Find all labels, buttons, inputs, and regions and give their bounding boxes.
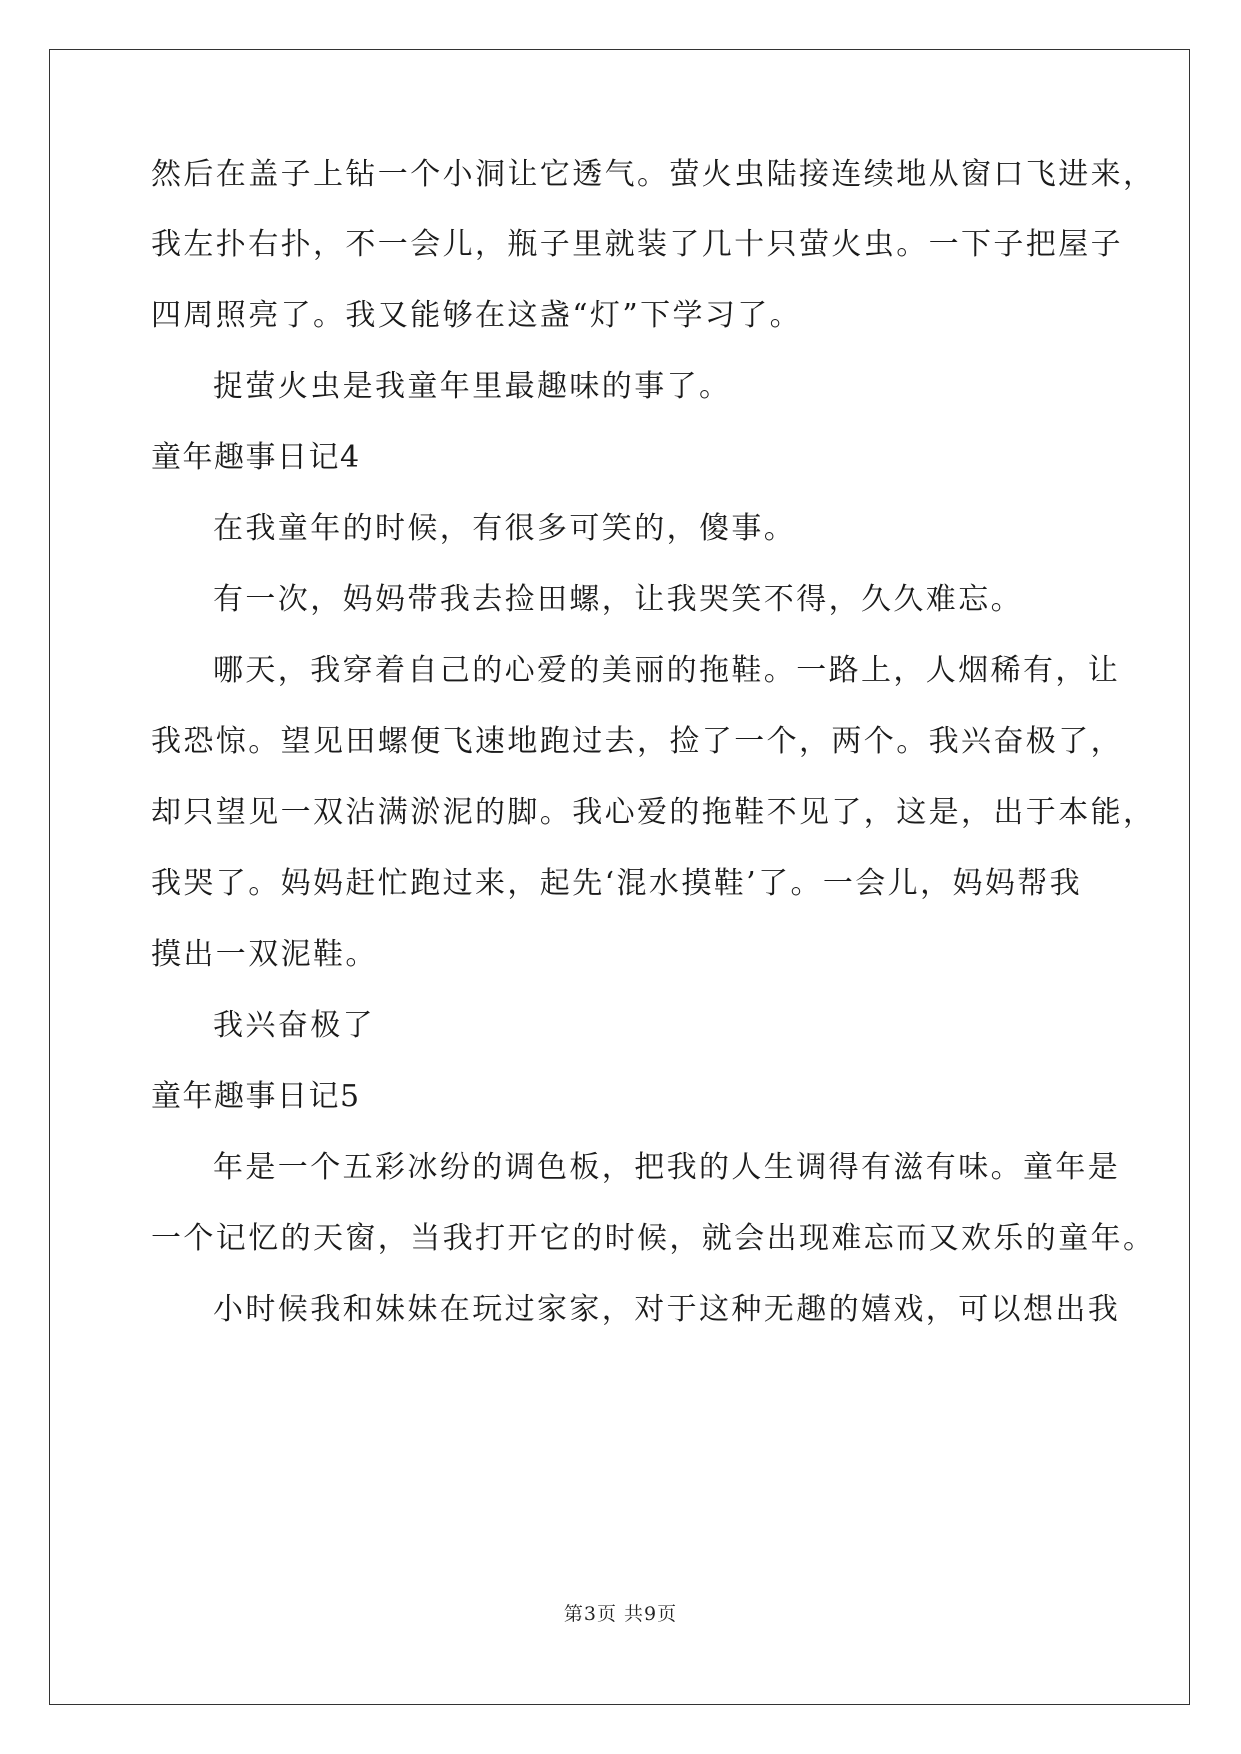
paragraph-line: 却只望见一双沾满淤泥的脚。我心爱的拖鞋不见了，这是，出于本能， — [151, 795, 1156, 830]
paragraph-line: 捉萤火虫是我童年里最趣味的事了。 — [213, 369, 732, 404]
paragraph-line: 我哭了。妈妈赶忙跑过来，起先‘混水摸鞋’了。一会儿，妈妈帮我 — [151, 866, 1083, 901]
paragraph-line: 我兴奋极了 — [213, 1008, 375, 1043]
paragraph-line: 年是一个五彩冰纷的调色板，把我的人生调得有滋有味。童年是 — [213, 1150, 1121, 1185]
paragraph-line: 小时候我和妹妹在玩过家家，对于这种无趣的嬉戏，可以想出我 — [213, 1292, 1121, 1327]
paragraph-line: 四周照亮了。我又能够在这盏“灯”下学习了。 — [151, 298, 803, 333]
paragraph-line: 我左扑右扑，不一会儿，瓶子里就装了几十只萤火虫。一下子把屋子 — [151, 227, 1123, 262]
paragraph-line: 摸出一双泥鞋。 — [151, 937, 378, 972]
paragraph-line: 在我童年的时候，有很多可笑的，傻事。 — [213, 511, 797, 546]
paragraph-line: 哪天，我穿着自己的心爱的美丽的拖鞋。一路上，人烟稀有，让 — [213, 653, 1121, 688]
section-heading: 童年趣事日记4 — [151, 440, 361, 475]
paragraph-line: 我恐惊。望见田螺便飞速地跑过去，捡了一个，两个。我兴奋极了， — [151, 724, 1123, 759]
section-heading: 童年趣事日记5 — [151, 1079, 361, 1114]
page-number: 第3页 共9页 — [563, 1603, 678, 1625]
paragraph-line: 一个记忆的天窗，当我打开它的时候，就会出现难忘而又欢乐的童年。 — [151, 1221, 1156, 1256]
paragraph-line: 有一次，妈妈带我去捡田螺，让我哭笑不得，久久难忘。 — [213, 582, 1023, 617]
paragraph-line: 然后在盖子上钻一个小洞让它透气。萤火虫陆接连续地从窗口飞进来， — [151, 157, 1156, 192]
